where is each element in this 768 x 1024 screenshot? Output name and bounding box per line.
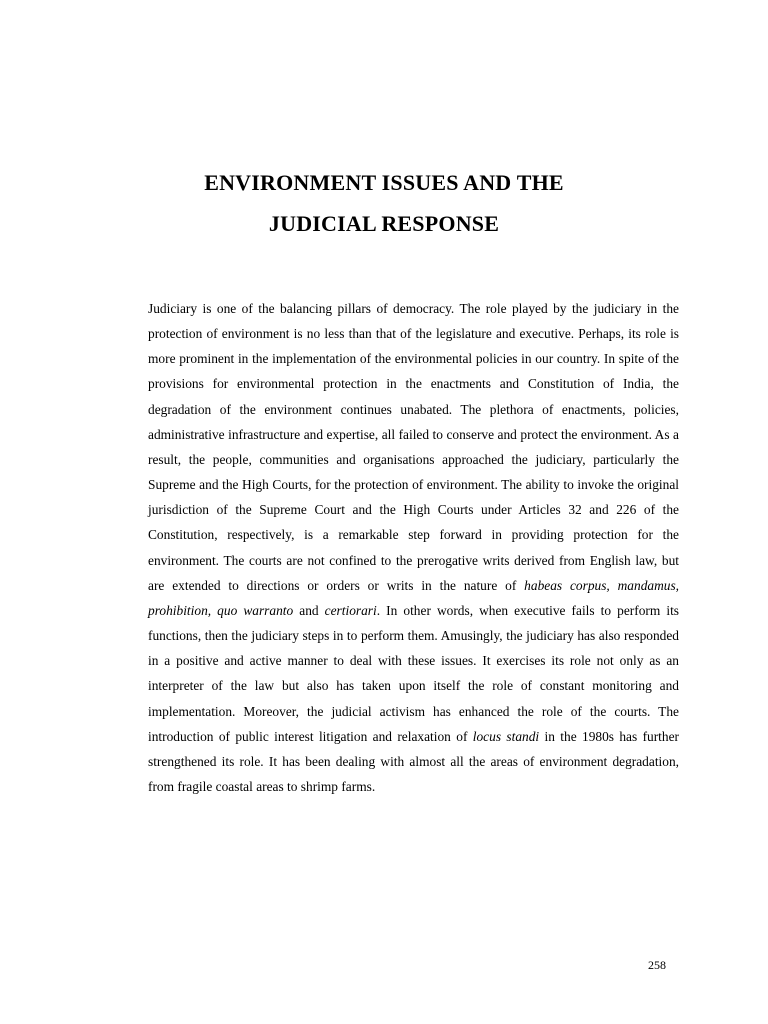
certiorari-italic: certiorari [324,602,377,618]
writ-names-italic: habeas corpus, mandamus, prohibition, quo warranto [148,577,680,618]
chapter-title-line-2: JUDICIAL RESPONSE [268,211,500,236]
paragraph-text-part-3: . In other words, when executive fails to perform its functions, then the judiciary steps in to perform them. Amusingly, the judiciary has also responded in a positive and active manner to deal with these issues. It exercises its role not only as an interpreter of the law but also has taken upon itself the role of constant monitoring and implementation. Moreover, the judicial activism has enhanced the role of the courts. The introduction of public interest litigation and relaxation of [148,602,679,744]
body-paragraph [148,296,679,799]
paragraph-text-part-2: and [293,602,325,618]
chapter-title-line-1: ENVIRONMENT ISSUES AND THE [204,170,564,195]
locus-standi-italic: locus standi [472,728,540,744]
paragraph-text-part-4: in the 1980s has further strengthened its role. It has been dealing with almost all the areas of environment degradation, from fragile coastal areas to shrimp farms. [148,728,679,794]
paragraph-text-part-1: Judiciary is one of the balancing pillars of democracy. The role played by the judiciary in the protection of environment is no less than that of the legislature and executive. Perhaps, its role is more prominent in the implementation of the environmental policies in our country. In spite of the provisions for environmental protection in the enactments and Constitution of India, the degradation of the environment continues unabated. The plethora of enactments, policies, administrative infrastructure and expertise, all failed to conserve and protect the environment. As a result, the people, communities and organisations approached the judiciary, particularly the Supreme and the High Courts, for the protection of environment. The ability to invoke the original jurisdiction of the Supreme Court and the High Courts under Articles 32 and 226 of the Constitution, respectively, is a remarkable step forward in providing protection for the environment. The courts are not confined to the prerogative writs derived from English law, but are extended to directions or orders or writs in the nature of [148,301,679,593]
page-number: 258 [648,958,666,972]
